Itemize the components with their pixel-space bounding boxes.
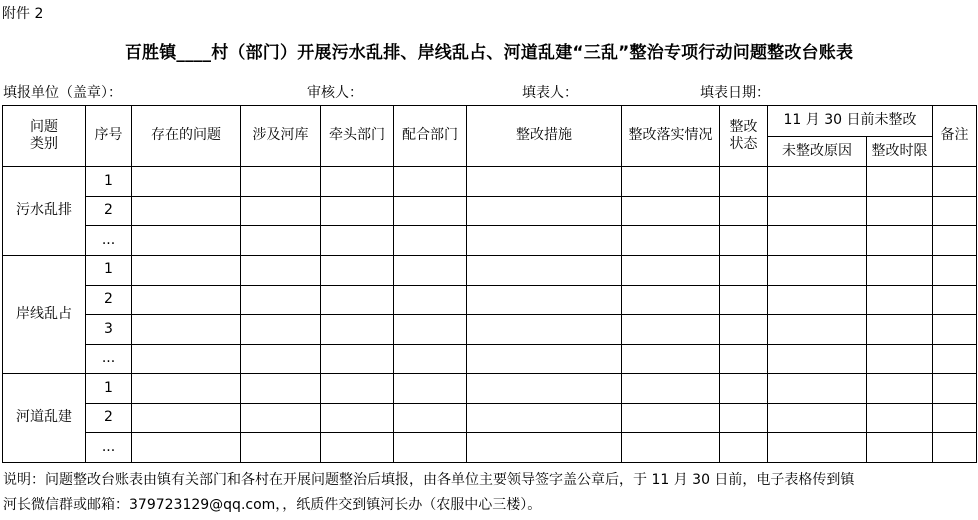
empty-cell[interactable]	[867, 315, 933, 345]
empty-cell[interactable]	[933, 374, 977, 404]
table-row	[3, 374, 977, 404]
empty-cell[interactable]	[867, 167, 933, 197]
empty-cell[interactable]	[720, 255, 768, 285]
empty-cell[interactable]	[132, 167, 241, 197]
empty-cell[interactable]	[394, 344, 467, 374]
empty-cell[interactable]	[132, 344, 241, 374]
table-row	[3, 255, 977, 285]
header-river: 涉及河库	[241, 106, 321, 167]
empty-cell[interactable]	[867, 374, 933, 404]
empty-cell[interactable]	[933, 344, 977, 374]
empty-cell[interactable]	[241, 344, 321, 374]
empty-cell[interactable]	[132, 196, 241, 226]
empty-cell[interactable]	[132, 255, 241, 285]
empty-cell[interactable]	[321, 344, 394, 374]
field-reviewer: 审核人：	[307, 85, 363, 101]
category-cell: 岸线乱占	[3, 255, 86, 373]
empty-cell[interactable]	[720, 226, 768, 256]
field-filler: 填表人：	[522, 85, 578, 101]
table-row	[3, 196, 977, 226]
seq-cell: 2	[86, 285, 132, 315]
table-row	[3, 226, 977, 256]
empty-cell[interactable]	[467, 344, 622, 374]
seq-cell: 3	[86, 315, 132, 345]
header-status: 整改 状态	[720, 106, 768, 167]
header-seq: 序号	[86, 106, 132, 167]
empty-cell[interactable]	[467, 433, 622, 463]
empty-cell[interactable]	[867, 344, 933, 374]
empty-cell[interactable]	[321, 433, 394, 463]
table-row	[3, 285, 977, 315]
empty-cell[interactable]	[768, 374, 867, 404]
header-deadline: 整改时限	[867, 136, 933, 167]
header-unfinished-group: 11 月 30 日前未整改	[768, 106, 933, 137]
empty-cell[interactable]	[132, 315, 241, 345]
empty-cell[interactable]	[622, 255, 720, 285]
empty-cell[interactable]	[933, 255, 977, 285]
empty-cell[interactable]	[241, 433, 321, 463]
empty-cell[interactable]	[132, 226, 241, 256]
footnote-line-2: 河长微信群或邮箱：379723129@qq.com，，纸质件交到镇河长办（农服中心三楼）。	[3, 497, 542, 513]
empty-cell[interactable]	[768, 344, 867, 374]
empty-cell[interactable]	[720, 344, 768, 374]
empty-cell[interactable]	[720, 403, 768, 433]
empty-cell[interactable]	[622, 196, 720, 226]
empty-cell[interactable]	[394, 374, 467, 404]
empty-cell[interactable]	[622, 226, 720, 256]
empty-cell[interactable]	[467, 403, 622, 433]
empty-cell[interactable]	[867, 285, 933, 315]
empty-cell[interactable]	[933, 167, 977, 197]
header-row	[3, 106, 977, 137]
empty-cell[interactable]	[867, 255, 933, 285]
empty-cell[interactable]	[720, 167, 768, 197]
seq-cell: 2	[86, 196, 132, 226]
empty-cell[interactable]	[241, 196, 321, 226]
empty-cell[interactable]	[467, 226, 622, 256]
empty-cell[interactable]	[467, 167, 622, 197]
table-row	[3, 315, 977, 345]
empty-cell[interactable]	[394, 226, 467, 256]
footnote-line-1: 说明：问题整改台账表由镇有关部门和各村在开展问题整治后填报，由各单位主要领导签字盖公章后，于 11 月 30 日前，电子表格传到镇	[3, 472, 855, 488]
category-cell: 污水乱排	[3, 167, 86, 256]
field-unit: 填报单位（盖章）：	[3, 85, 122, 101]
empty-cell[interactable]	[132, 403, 241, 433]
empty-cell[interactable]	[394, 403, 467, 433]
empty-cell[interactable]	[768, 433, 867, 463]
seq-cell: 1	[86, 255, 132, 285]
empty-cell[interactable]	[321, 255, 394, 285]
empty-cell[interactable]	[132, 374, 241, 404]
empty-cell[interactable]	[321, 315, 394, 345]
empty-cell[interactable]	[394, 433, 467, 463]
seq-cell: ...	[86, 226, 132, 256]
header-problem: 存在的问题	[132, 106, 241, 167]
empty-cell[interactable]	[720, 285, 768, 315]
empty-cell[interactable]	[132, 433, 241, 463]
header-unfinished-reason: 未整改原因	[768, 136, 867, 167]
empty-cell[interactable]	[321, 196, 394, 226]
empty-cell[interactable]	[768, 255, 867, 285]
empty-cell[interactable]	[241, 403, 321, 433]
empty-cell[interactable]	[768, 315, 867, 345]
empty-cell[interactable]	[622, 344, 720, 374]
empty-cell[interactable]	[394, 285, 467, 315]
empty-cell[interactable]	[768, 167, 867, 197]
empty-cell[interactable]	[720, 374, 768, 404]
empty-cell[interactable]	[933, 403, 977, 433]
empty-cell[interactable]	[467, 196, 622, 226]
empty-cell[interactable]	[622, 315, 720, 345]
empty-cell[interactable]	[933, 433, 977, 463]
seq-cell: ...	[86, 344, 132, 374]
empty-cell[interactable]	[622, 403, 720, 433]
empty-cell[interactable]	[394, 255, 467, 285]
empty-cell[interactable]	[867, 226, 933, 256]
form-fields-row	[0, 82, 978, 102]
seq-cell: 1	[86, 374, 132, 404]
empty-cell[interactable]	[241, 255, 321, 285]
header-category: 问题 类别	[3, 106, 86, 167]
empty-cell[interactable]	[933, 285, 977, 315]
attachment-label: 附件 2	[2, 6, 44, 22]
empty-cell[interactable]	[394, 315, 467, 345]
empty-cell[interactable]	[321, 374, 394, 404]
footnote	[3, 468, 975, 518]
empty-cell[interactable]	[622, 433, 720, 463]
empty-cell[interactable]	[467, 315, 622, 345]
empty-cell[interactable]	[933, 196, 977, 226]
empty-cell[interactable]	[768, 196, 867, 226]
empty-cell[interactable]	[622, 374, 720, 404]
empty-cell[interactable]	[867, 196, 933, 226]
empty-cell[interactable]	[720, 433, 768, 463]
empty-cell[interactable]	[241, 374, 321, 404]
empty-cell[interactable]	[321, 403, 394, 433]
empty-cell[interactable]	[321, 285, 394, 315]
empty-cell[interactable]	[394, 167, 467, 197]
document-title: 百胜镇____村（部门）开展污水乱排、岸线乱占、河道乱建“三乱”整治专项行动问题整改台账表	[124, 43, 854, 63]
empty-cell[interactable]	[720, 315, 768, 345]
empty-cell[interactable]	[241, 226, 321, 256]
empty-cell[interactable]	[132, 285, 241, 315]
empty-cell[interactable]	[241, 315, 321, 345]
header-implementation: 整改落实情况	[622, 106, 720, 167]
header-measures: 整改措施	[467, 106, 622, 167]
empty-cell[interactable]	[467, 374, 622, 404]
empty-cell[interactable]	[622, 167, 720, 197]
table-row	[3, 344, 977, 374]
empty-cell[interactable]	[933, 315, 977, 345]
empty-cell[interactable]	[867, 403, 933, 433]
seq-cell: ...	[86, 433, 132, 463]
empty-cell[interactable]	[768, 285, 867, 315]
empty-cell[interactable]	[768, 403, 867, 433]
empty-cell[interactable]	[867, 433, 933, 463]
empty-cell[interactable]	[321, 226, 394, 256]
empty-cell[interactable]	[467, 255, 622, 285]
table-row	[3, 403, 977, 433]
empty-cell[interactable]	[467, 285, 622, 315]
empty-cell[interactable]	[933, 226, 977, 256]
empty-cell[interactable]	[241, 167, 321, 197]
header-coop-dept: 配合部门	[394, 106, 467, 167]
header-lead-dept: 牵头部门	[321, 106, 394, 167]
seq-cell: 1	[86, 167, 132, 197]
table-row	[3, 433, 977, 463]
header-remarks: 备注	[933, 106, 977, 167]
table-row	[3, 167, 977, 197]
field-date: 填表日期：	[700, 85, 770, 101]
empty-cell[interactable]	[622, 285, 720, 315]
empty-cell[interactable]	[768, 226, 867, 256]
empty-cell[interactable]	[720, 196, 768, 226]
empty-cell[interactable]	[241, 285, 321, 315]
rectification-ledger-table	[2, 105, 977, 463]
category-cell: 河道乱建	[3, 374, 86, 463]
seq-cell: 2	[86, 403, 132, 433]
empty-cell[interactable]	[321, 167, 394, 197]
empty-cell[interactable]	[394, 196, 467, 226]
